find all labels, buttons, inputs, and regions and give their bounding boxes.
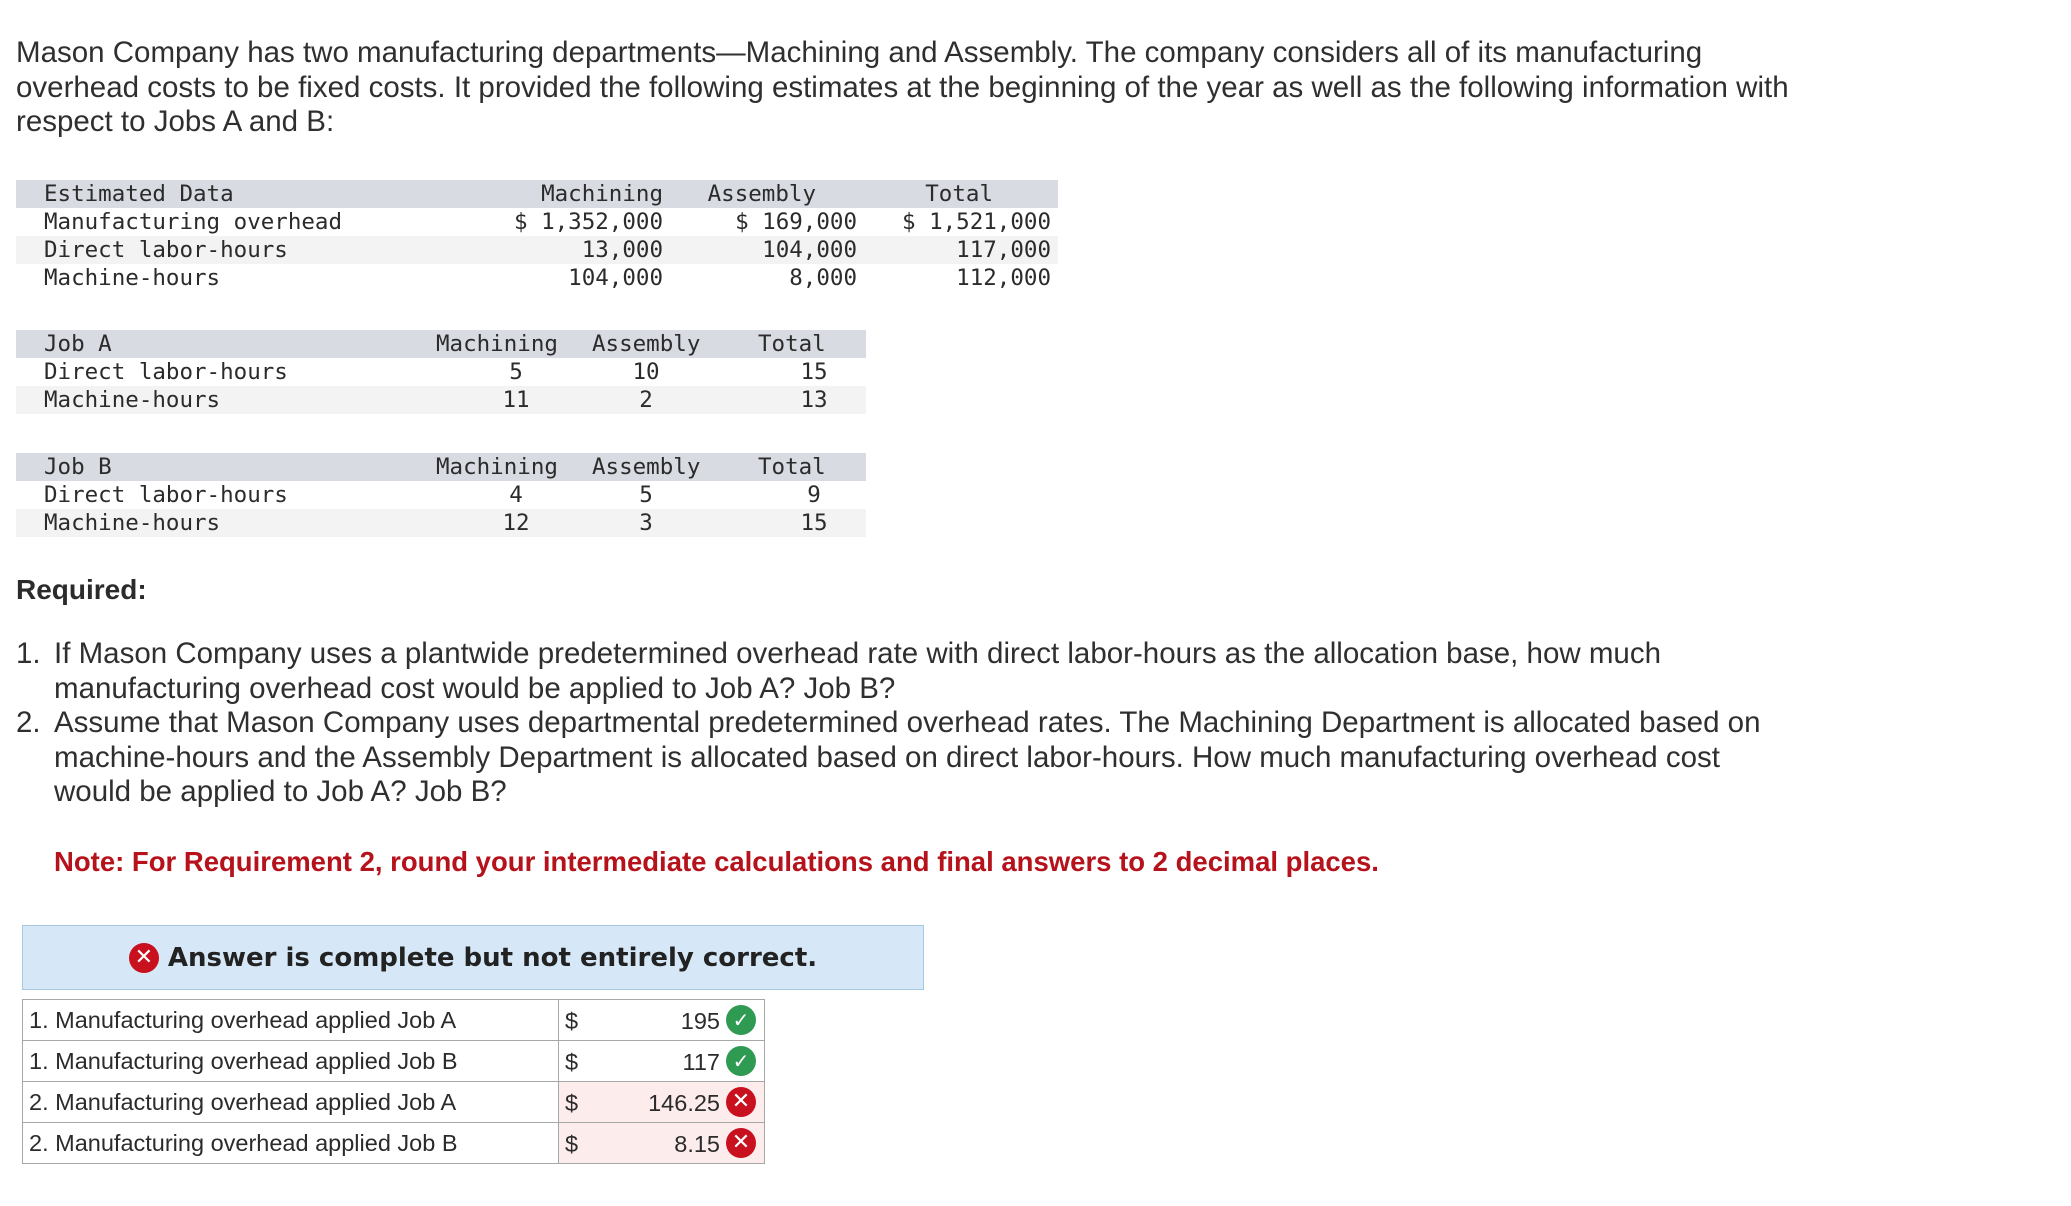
cell-total: $ 1,521,000 [901,209,1051,235]
check-circle-icon: ✓ [726,1005,756,1035]
answer-row [23,1000,765,1041]
cell-assembly: 3 [639,510,653,536]
cell-assembly: $ 169,000 [735,209,857,235]
row-label: Machine-hours [44,265,221,291]
requirement-number: 1. [16,637,41,670]
table-header-row [16,330,866,358]
cell-machining: 13,000 [581,237,663,263]
cell-assembly: 5 [639,482,653,508]
answer-value[interactable]: 195 [680,1008,720,1034]
header-total: Total [925,181,993,207]
intro-paragraph: Mason Company has two manufacturing departments—Machining and Assembly. The company considers all of its manufacturing overhead costs to be fixed costs. It provided the following estimates at the beginning of the year as well as the following information with respect to Jobs A and B: [16,36,1789,138]
cell-assembly: 104,000 [762,237,857,263]
cell-machining: $ 1,352,000 [513,209,663,235]
header-machining: Machining [541,181,663,207]
x-circle-icon: ✕ [726,1087,756,1117]
answer-input-cell[interactable] [559,1082,765,1123]
table-row [16,358,866,386]
answer-row [23,1082,765,1123]
header-assembly: Assembly [592,331,701,357]
requirement-text: If Mason Company uses a plantwide predetermined overhead rate with direct labor-hours as the allocation base, how much manufacturing overhead cost would be applied to Job A? Job B? [54,637,1661,705]
currency-symbol: $ [565,1090,579,1116]
header-label: Estimated Data [44,181,234,207]
job-b-table [16,453,866,537]
rounding-note: Note: For Requirement 2, round your intermediate calculations and final answers to 2 decimal places. [54,846,1379,877]
cell-total: 117,000 [956,237,1051,263]
answer-value[interactable]: 117 [682,1049,720,1075]
requirement-number: 2. [16,706,41,739]
row-label: Machine-hours [44,387,221,413]
answer-row [23,1041,765,1082]
check-circle-icon: ✓ [726,1046,756,1076]
cell-machining: 104,000 [568,265,663,291]
cell-assembly: 2 [639,387,653,413]
answer-input-cell[interactable] [559,1000,765,1041]
requirement-item [16,706,1796,810]
table-row [16,481,866,509]
cell-total: 112,000 [956,265,1051,291]
header-label: Job B [44,454,112,480]
row-label: Manufacturing overhead [44,209,343,235]
answer-status-banner [22,925,924,990]
currency-symbol: $ [565,1008,579,1034]
cell-assembly: 8,000 [789,265,857,291]
header-assembly: Assembly [707,181,816,207]
requirement-text: Assume that Mason Company uses departmental predetermined overhead rates. The Machining Department is allocated based on machine-hours and the Assembly Department is allocated based on direct labor-hours. How much manufacturing overhead cost would be applied to Job A? Job B? [54,706,1761,808]
header-assembly: Assembly [592,454,701,480]
row-label: Direct labor-hours [44,359,288,385]
table-row [16,236,1058,264]
table-row [16,264,1058,292]
table-row [16,386,866,414]
requirements-list [16,637,1796,810]
header-total: Total [758,454,826,480]
header-label: Job A [44,331,112,357]
currency-symbol: $ [565,1049,579,1075]
answer-input-cell[interactable] [559,1041,765,1082]
answer-value[interactable]: 8.15 [674,1131,720,1157]
header-machining: Machining [436,454,558,480]
answer-status-text: Answer is complete but not entirely correct. [167,942,818,973]
x-circle-icon: ✕ [129,943,159,973]
row-label: Direct labor-hours [44,237,288,263]
answer-table [22,999,765,1164]
table-header-row [16,453,866,481]
answer-label: 1. Manufacturing overhead applied Job B [23,1041,559,1082]
cell-machining: 11 [502,387,530,413]
cell-total: 15 [800,359,828,385]
job-a-table [16,330,866,414]
table-row [16,509,866,537]
cell-total: 13 [800,387,828,413]
row-label: Machine-hours [44,510,221,536]
cell-machining: 4 [509,482,523,508]
estimated-data-table [16,180,1058,292]
required-heading: Required: [16,574,147,605]
header-total: Total [758,331,826,357]
header-machining: Machining [436,331,558,357]
answer-input-cell[interactable] [559,1123,765,1164]
cell-total: 9 [807,482,821,508]
currency-symbol: $ [565,1131,579,1157]
cell-machining: 5 [509,359,523,385]
requirement-item [16,637,1796,706]
answer-value[interactable]: 146.25 [648,1090,720,1116]
answer-label: 2. Manufacturing overhead applied Job B [23,1123,559,1164]
row-label: Direct labor-hours [44,482,288,508]
table-header-row [16,180,1058,208]
answer-row [23,1123,765,1164]
cell-machining: 12 [502,510,530,536]
table-row [16,208,1058,236]
cell-total: 15 [800,510,828,536]
x-circle-icon: ✕ [726,1128,756,1158]
answer-label: 1. Manufacturing overhead applied Job A [23,1000,559,1041]
cell-assembly: 10 [632,359,660,385]
answer-label: 2. Manufacturing overhead applied Job A [23,1082,559,1123]
